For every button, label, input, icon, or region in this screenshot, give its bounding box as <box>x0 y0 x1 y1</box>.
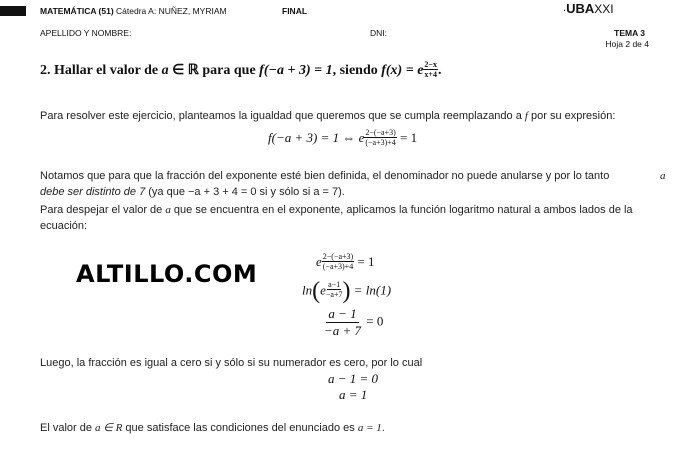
step-4: a − 1 = 0 <box>328 371 379 386</box>
uba-logo-text: UBA <box>566 1 595 16</box>
problem-intro: 2. Hallar el valor de <box>40 63 159 79</box>
step-3-fraction: $\frac{a - 1}{-a + 7}$ <box>324 306 362 338</box>
equation-1: f(−a + 3) = 1 ⇔ e $\frac{2-(-a+3)}{(-a+3)+4}$ = 1 <box>268 128 418 147</box>
equation-1-exponent: $\frac{2-(-a+3)}{(-a+3)+4}$ <box>365 128 396 147</box>
paragraph-4: Luego, la fracción es igual a cero si y sólo si su numerador es cero, por lo cual <box>40 357 423 369</box>
problem-in-r: ∈ ℝ para que <box>172 63 256 79</box>
paragraph-2-line-1: Notamos que para que la fracción del exponente esté bien definida, el denominador no puede anularse y por lo tanto <box>40 170 610 182</box>
course-name: MATEMÁTICA (51) <box>40 6 114 16</box>
step-2: ln(e $\frac{a-1}{-a+7}$ ) = ln(1) <box>302 278 392 304</box>
hoja-label: Hoja 2 de 4 <box>605 39 649 49</box>
step-1-exponent: $\frac{2-(-a+3)}{(-a+3)+4}$ <box>322 252 354 271</box>
dni-label: DNI: <box>370 28 387 38</box>
problem-f-equation: f(−a + 3) = 1 <box>259 63 333 79</box>
uba-logo: .UBAXXI <box>563 1 614 16</box>
header-bar-mark <box>0 6 26 16</box>
step-1: e $\frac{2-(-a+3)}{(-a+3)+4}$ = 1 <box>316 252 375 271</box>
name-label: APELLIDO Y NOMBRE: <box>40 28 132 38</box>
problem-statement: 2. Hallar el valor de a ∈ ℝ para que f(−a + 3) = 1, siendo f(x) = e $\frac{2-x}{x+4}$ . <box>40 60 442 79</box>
problem-a: a <box>161 63 169 79</box>
altillo-watermark: ALTILLO.COM <box>76 260 258 288</box>
paragraph-3-line-2: ecuación: <box>40 220 88 232</box>
step-3: $\frac{a - 1}{-a + 7}$ = 0 <box>324 306 384 338</box>
catedra: Cátedra A: NUÑEZ, MYRIAM <box>116 6 227 16</box>
xxi-logo-text: XXI <box>594 2 614 16</box>
header-course-line <box>40 6 227 16</box>
paragraph-3-line-1: Para despejar el valor de a que se encuentra en el exponente, aplicamos la función logaritmo natural a ambos lados de la <box>40 204 633 216</box>
paragraph-2-line-2: debe ser distinto de 7 (ya que −a + 3 + 4 = 0 si y sólo si a = 7). <box>40 186 345 198</box>
paragraph-1: Para resolver este ejercicio, planteamos la igualdad que queremos que se cumpla reemplazando a f por su expresión: <box>40 110 616 122</box>
problem-exponent: $\frac{2-x}{x+4}$ <box>424 60 437 79</box>
step-2-exponent: $\frac{a-1}{-a+7}$ <box>325 280 343 300</box>
step-5: a = 1 <box>339 387 368 402</box>
problem-fx: f(x) = e <box>381 63 424 79</box>
tema-label: TEMA 3 <box>614 28 645 38</box>
exam-type: FINAL <box>282 6 308 16</box>
conclusion: El valor de a ∈ R que satisface las condiciones del enunciado es a = 1. <box>40 422 385 434</box>
paragraph-2-a: a <box>660 170 666 182</box>
problem-siendo: , siendo <box>332 63 378 79</box>
